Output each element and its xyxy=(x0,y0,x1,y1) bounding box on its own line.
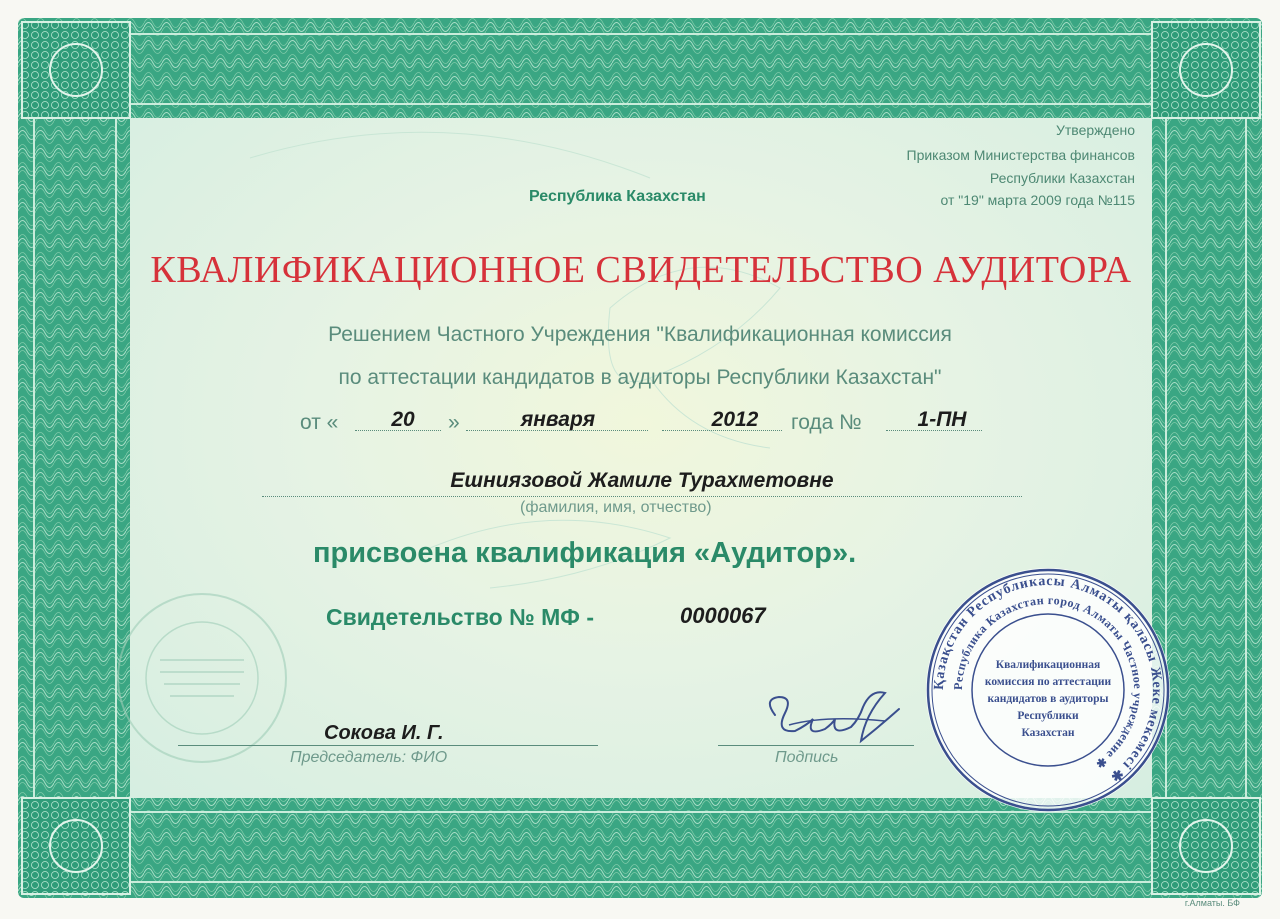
decision-month: января xyxy=(520,408,596,431)
stamp-center-line-1: Квалификационная xyxy=(995,659,1101,671)
approval-line-1: Утверждено xyxy=(1056,122,1135,138)
signature-hint: Подпись xyxy=(775,749,839,766)
certificate-title: КВАЛИФИКАЦИОННОЕ СВИДЕТЕЛЬСТВО АУДИТОРА xyxy=(150,249,1132,291)
stamp-outer-ring-text: Қазақстан Республикасы Алматы қаласы Жеке мекемесі ✱ xyxy=(931,573,1165,785)
decision-number: 1-ПН xyxy=(917,408,967,431)
decision-year: 2012 xyxy=(711,408,759,431)
name-underline xyxy=(262,496,1022,497)
number-underline xyxy=(886,430,982,431)
chairman-underline xyxy=(178,745,598,746)
stamp-center-line-5: Казахстан xyxy=(1021,727,1075,739)
corner-ornament-bl xyxy=(22,798,130,894)
month-underline xyxy=(466,430,648,431)
stamp-center-line-4: Республики xyxy=(1017,710,1079,722)
recipient-name: Ешниязовой Жамиле Турахметовне xyxy=(450,469,834,492)
stamp-center-line-3: кандидатов в аудиторы xyxy=(987,693,1109,705)
official-stamp-icon xyxy=(923,565,1173,815)
signature-scribble-icon xyxy=(735,685,915,755)
day-underline xyxy=(355,430,441,431)
corner-ornament-tr xyxy=(1152,22,1260,118)
approval-line-3: Республики Казахстан xyxy=(989,170,1135,186)
printer-mark: г.Алматы. БФ xyxy=(1184,898,1240,908)
chairman-name: Сокова И. Г. xyxy=(324,722,444,744)
certificate-label: Свидетельство № МФ - xyxy=(326,604,594,630)
year-suffix: года № xyxy=(791,411,862,434)
certificate-number: 0000067 xyxy=(680,603,766,628)
faint-stamp-icon xyxy=(112,588,292,768)
stamp-inner-ring-text: Республика Казахстан город Алматы Частное учреждение ✱ xyxy=(950,592,1146,772)
chairman-hint: Председатель: ФИО xyxy=(290,749,448,766)
decision-line-1: Решением Частного Учреждения "Квалификационная комиссия xyxy=(328,323,952,346)
corner-ornament-tl xyxy=(22,22,130,118)
name-hint: (фамилия, имя, отчество) xyxy=(520,499,712,516)
country-heading: Республика Казахстан xyxy=(529,188,706,205)
approval-line-2: Приказом Министерства финансов xyxy=(906,147,1135,163)
date-close: » xyxy=(448,411,460,434)
stamp-center-line-2: комиссия по аттестации xyxy=(984,676,1112,688)
date-prefix: от « xyxy=(300,411,339,434)
decision-line-2: по аттестации кандидатов в аудиторы Республики Казахстан" xyxy=(338,366,942,389)
approval-line-4: от "19" марта 2009 года №115 xyxy=(940,192,1135,208)
year-underline xyxy=(662,430,782,431)
decision-day: 20 xyxy=(391,408,415,431)
qualification-statement: присвоена квалификация «Аудитор». xyxy=(313,537,857,569)
